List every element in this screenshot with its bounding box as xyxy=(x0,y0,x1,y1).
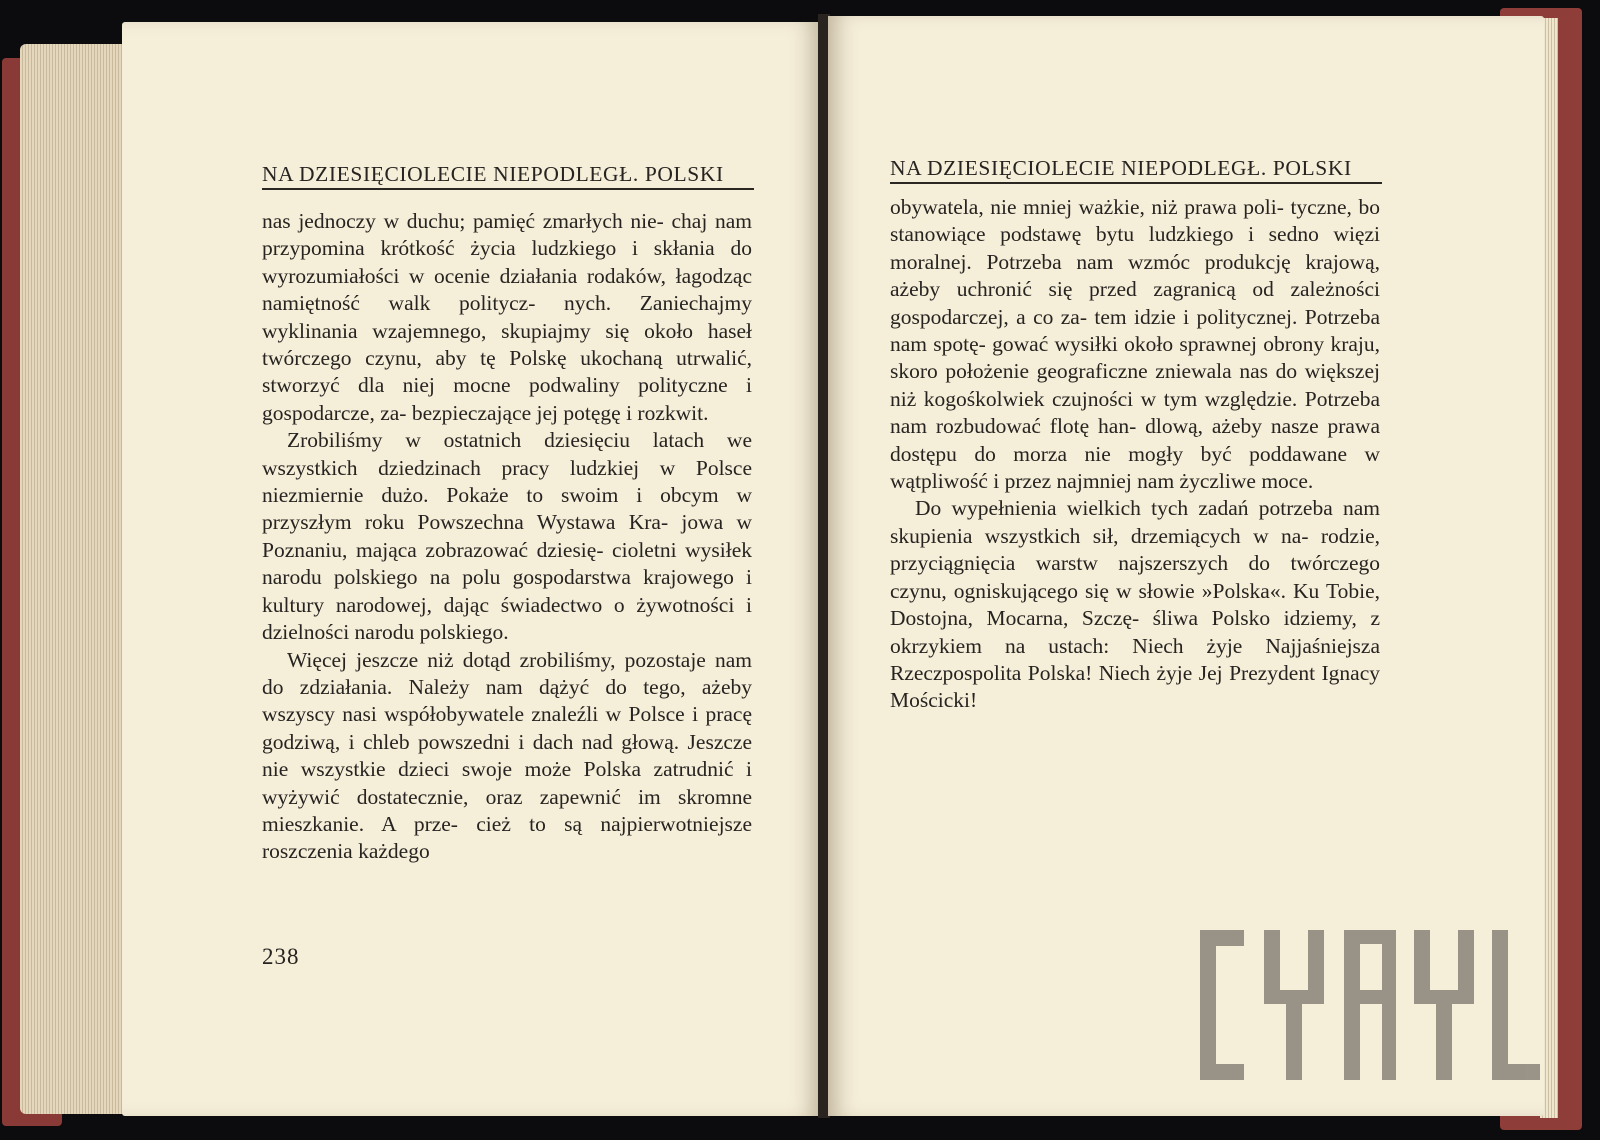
left-paragraph-3: Więcej jeszcze niż dotąd zrobiliśmy, pozostaje nam do zdziałania. Należy nam dążyć do tego, ażeby wszyscy nasi współobywatele znaleźli w Polsce i pracę godziwą, i chleb powszedni i dach nad głową. Jeszcze nie wszystkie dzieci swoje może Polska zatrudnić i wyżywić dostatecznie, oraz zapewnić im skromne mieszkanie. A prze- cież to są najpierwotniejsze roszczenia każdego xyxy=(262,647,752,864)
cyryl-watermark-logo xyxy=(1200,930,1540,1080)
right-body-text xyxy=(890,194,1380,715)
right-paragraph-1: obywatela, nie mniej ważkie, niż prawa poli- tyczne, bo stanowiące podstawę bytu ludzkiego i sedno więzi moralnej. Potrzeba nam wzmóc produkcję krajową, ażeby uchronić się przed zagranicą od zależności gospodarczej, a co za- tem idzie i politycznej. Potrzeba nam spotę- gować wysiłki około sprawnej obrony kraju, skoro położenie geograficzne zniewala nas do większej niż kogośkolwiek czujności w tym względzie. Potrzeba nam rozbudować flotę han- dlową, ażeby nasze prawa dostępu do morza nie mogły być poddawane w wątpliwość i przez najmniej nam życzliwe moce. xyxy=(890,195,1380,494)
right-paragraph-2: Do wypełnienia wielkich tych zadań potrzeba nam skupienia wszystkich sił, drzemiących w na- rodzie, przyciągnięcia warstw najszerszych do twórczego czynu, ogniskującego się w słowie »Polska«. Ku Tobie, Dostojna, Mocarna, Szczę- śliwa Polsko idziemy, z okrzykiem na ustach: Niech żyje Najjaśniejsza Rzeczpospolita Polska! Niech żyje Jej Prezydent Ignacy Mościcki! xyxy=(890,496,1380,713)
page-edges-left xyxy=(20,44,130,1114)
left-paragraph-2: Zrobiliśmy w ostatnich dziesięciu latach we wszystkich dziedzinach pracy ludzkiej w Polsce niezmiernie dużo. Pokaże to swoim i obcym w przyszłym roku Powszechna Wystawa Kra- jowa w Poznaniu, mająca zobrazować dziesię- cioletni wysiłek narodu polskiego na polu gospodarstwa krajowego i kultury narodowej, dając świadectwo o żywotności i dzielności narodu polskiego. xyxy=(262,428,752,645)
page-number: 238 xyxy=(262,944,300,969)
left-body-text xyxy=(262,208,752,866)
left-running-head: NA DZIESIĘCIOLECIE NIEPODLEGŁ. POLSKI xyxy=(262,162,754,190)
left-page xyxy=(122,22,820,1116)
right-running-head: NA DZIESIĘCIOLECIE NIEPODLEGŁ. POLSKI xyxy=(890,156,1382,184)
left-paragraph-1: nas jednoczy w duchu; pamięć zmarłych nie- chaj nam przypomina krótkość życia ludzkiego i skłania do wyrozumiałości w ocenie działania rodaków, łagodząc namiętność walk politycz- nych. Zaniechajmy wyklinania wzajemnego, skupiajmy się około haseł twórczego czynu, aby tę Polskę ukochaną utrwalić, stworzyć dla niej mocne podwaliny polityczne i gospodarcze, za- bezpieczające jej potęgę i rozkwit. xyxy=(262,209,752,425)
